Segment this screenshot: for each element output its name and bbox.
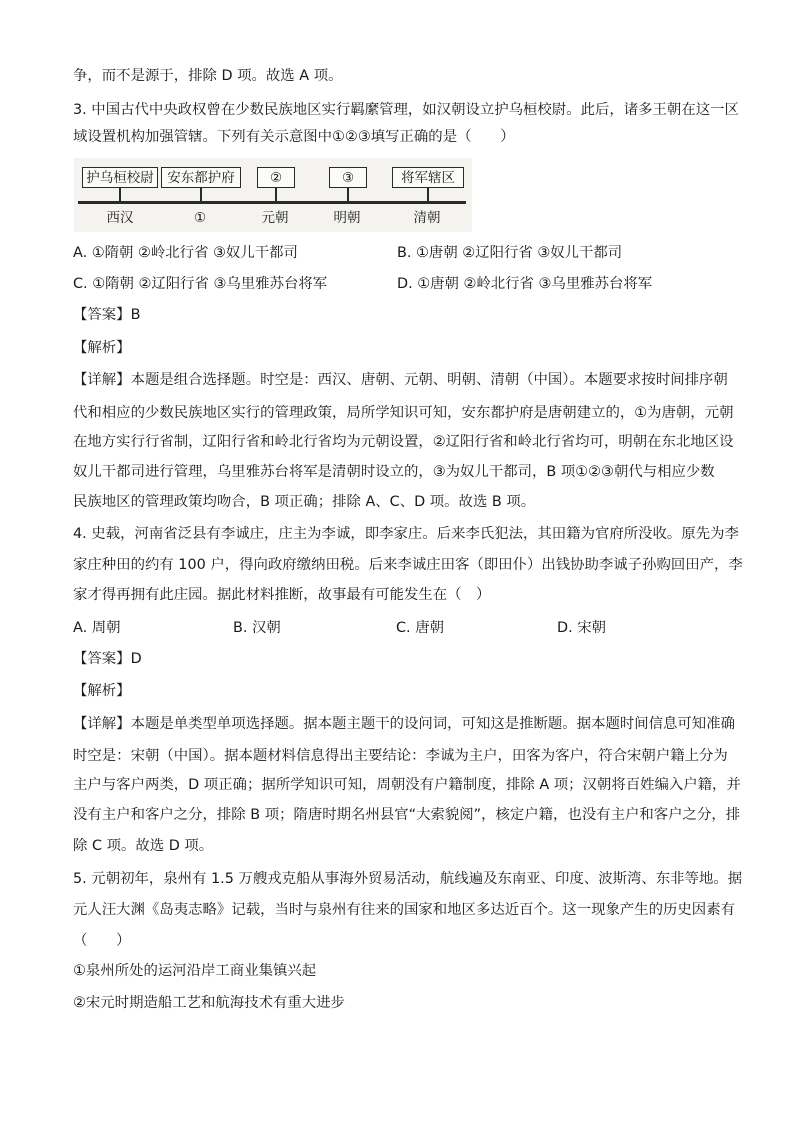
timeline-box: ② <box>257 167 295 188</box>
timeline-label: 明朝 <box>333 210 361 226</box>
option-a: A. ①隋朝 ②岭北行省 ③奴儿干都司 <box>73 245 298 261</box>
timeline-label: 元朝 <box>261 210 289 226</box>
option-d: D. ①唐朝 ②岭北行省 ③乌里雅苏台将军 <box>397 276 653 292</box>
answer-label: 【答案】B <box>73 307 141 323</box>
timeline-stem <box>200 188 202 202</box>
option-b: B. ①唐朝 ②辽阳行省 ③奴儿干都司 <box>397 245 623 261</box>
question-3-stem-cont: 域设置机构加强管辖。下列有关示意图中①②③填写正确的是（ ） <box>73 129 515 145</box>
question-5-item: ②宋元时期造船工艺和航海技术有重大进步 <box>73 995 345 1011</box>
timeline-stem <box>347 188 349 202</box>
option-a: A. 周朝 <box>73 620 121 636</box>
timeline-label: ① <box>193 210 207 226</box>
question-4-stem: 家才得再拥有此庄园。据此材料推断，故事最有可能发生在（ ） <box>73 587 491 603</box>
analysis-text: 主户与客户两类，D 项正确；据所学知识可知，周朝没有户籍制度，排除 A 项；汉朝将百姓编入户籍，并 <box>73 777 741 793</box>
option-c: C. 唐朝 <box>396 620 444 636</box>
analysis-text: 在地方实行行省制，辽阳行省和岭北行省均为元朝设置，②辽阳行省和岭北行省均可，明朝在东北地区设 <box>73 434 734 450</box>
timeline-label: 西汉 <box>106 210 134 226</box>
answer-label: 【答案】D <box>73 651 142 667</box>
option-b: B. 汉朝 <box>233 620 281 636</box>
option-c: C. ①隋朝 ②辽阳行省 ③乌里雅苏台将军 <box>73 276 328 292</box>
timeline-diagram <box>74 158 472 232</box>
timeline-label: 清朝 <box>413 210 441 226</box>
option-d: D. 宋朝 <box>557 620 607 636</box>
timeline-box: 护乌桓校尉 <box>82 167 158 188</box>
analysis-text: 奴儿干都司进行管理，乌里雅苏台将军是清朝时设立的，③为奴儿干都司，B 项①②③朝代与相应少数 <box>73 464 715 480</box>
question-3-stem: 3. 中国古代中央政权曾在少数民族地区实行羁縻管理，如汉朝设立护乌桓校尉。此后，诸多王朝在这一区 <box>73 102 739 118</box>
analysis-text: 没有主户和客户之分，排除 B 项；隋唐时期名州县官“大索貌阅”，核定户籍，也没有主户和客户之分，排 <box>73 807 741 823</box>
analysis-text: 民族地区的管理政策均吻合，B 项正确；排除 A、C、D 项。故选 B 项。 <box>73 494 536 510</box>
timeline-stem <box>427 188 429 202</box>
analysis-text: 时空是：宋朝（中国）。据本题材料信息得出主要结论：李诚为主户，田客为客户，符合宋朝户籍上分为 <box>73 748 728 764</box>
question-5-stem: （ ） <box>73 933 131 949</box>
analysis-heading: 【解析】 <box>73 340 131 356</box>
analysis-text: 除 C 项。故选 D 项。 <box>73 838 214 854</box>
timeline-axis <box>78 201 466 204</box>
timeline-stem <box>119 188 121 202</box>
timeline-box: ③ <box>329 167 367 188</box>
timeline-box: 安东都护府 <box>161 167 241 188</box>
question-5-stem: 5. 元朝初年，泉州有 1.5 万艘戎克船从事海外贸易活动，航线遍及东南亚、印度、波斯湾、东非等地。据 <box>73 871 743 887</box>
question-4-stem: 4. 史载，河南省泛县有李诚庄，庄主为李诚，即李家庄。后来李氏犯法，其田籍为官府所没收。原先为李 <box>73 526 739 542</box>
analysis-heading: 【解析】 <box>73 683 131 699</box>
timeline-stem <box>275 188 277 202</box>
analysis-text: 【详解】本题是组合选择题。时空是：西汉、唐朝、元朝、明朝、清朝（中国）。本题要求按时间排序朝 <box>73 372 728 388</box>
analysis-text: 代和相应的少数民族地区实行的管理政策，局所学知识可知，安东都护府是唐朝建立的，①为唐朝，元朝 <box>73 405 734 421</box>
question-4-stem: 家庄种田的约有 100 户，得向政府缴纳田税。后来李诚庄田客（即田仆）出钱协助李诚子孙购回田产，李 <box>73 557 743 573</box>
text-line: 争，而不是源于，排除 D 项。故选 A 项。 <box>73 68 343 84</box>
question-5-item: ①泉州所处的运河沿岸工商业集镇兴起 <box>73 963 317 979</box>
question-5-stem: 元人汪大渊《岛夷志略》记载，当时与泉州有往来的国家和地区多达近百个。这一现象产生的历史因素有 <box>73 902 735 918</box>
timeline-box: 将军辖区 <box>392 167 464 188</box>
analysis-text: 【详解】本题是单类型单项选择题。据本题主题干的设问词，可知这是推断题。据本题时间信息可知准确 <box>73 716 735 732</box>
